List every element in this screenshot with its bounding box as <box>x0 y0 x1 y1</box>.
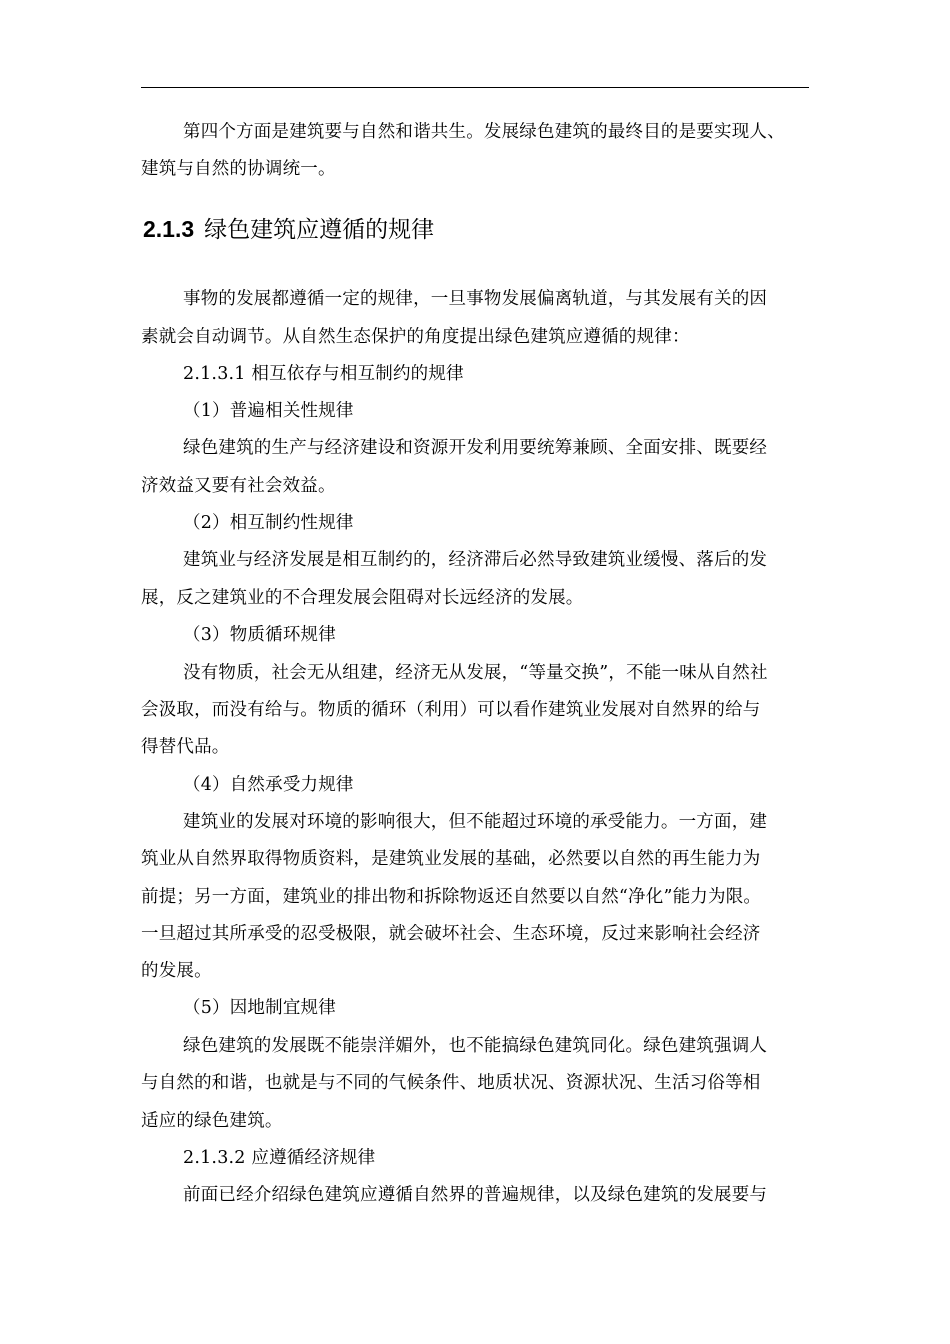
paragraph-line: 建筑与自然的协调统一。 <box>141 159 336 179</box>
paragraph-line: 素就会自动调节。从自然生态保护的角度提出绿色建筑应遵循的规律： <box>141 327 690 347</box>
paragraph-line: 展，反之建筑业的不合理发展会阻碍对长远经济的发展。 <box>141 588 584 608</box>
paragraph-line: 与自然的和谐，也就是与不同的气候条件、地质状况、资源状况、生活习俗等相 <box>141 1073 761 1093</box>
rule-heading: （4）自然承受力规律 <box>183 775 354 795</box>
paragraph-line: 绿色建筑的发展既不能崇洋媚外，也不能搞绿色建筑同化。绿色建筑强调人 <box>183 1036 768 1056</box>
rule-heading: （2）相互制约性规律 <box>183 513 354 533</box>
rule-heading: （5）因地制宜规律 <box>183 998 336 1018</box>
rule-heading: （3）物质循环规律 <box>183 625 336 645</box>
paragraph-line: 一旦超过其所承受的忍受极限，就会破坏社会、生态环境，反过来影响社会经济 <box>141 924 761 944</box>
section-title: 绿色建筑应遵循的规律 <box>204 217 435 243</box>
section-heading <box>143 215 434 244</box>
paragraph-line: 没有物质，社会无从组建，经济无从发展，“等量交换”，不能一味从自然社 <box>183 663 768 683</box>
paragraph-line: 事物的发展都遵循一定的规律，一旦事物发展偏离轨道，与其发展有关的因 <box>183 289 768 309</box>
paragraph-line: 适应的绿色建筑。 <box>141 1111 283 1131</box>
paragraph-line: 建筑业与经济发展是相互制约的，经济滞后必然导致建筑业缓慢、落后的发 <box>183 550 768 570</box>
paragraph-line: 的发展。 <box>141 961 212 981</box>
subsection-heading: 2.1.3.1 相互依存与相互制约的规律 <box>183 364 464 384</box>
section-number: 2.1.3 <box>143 216 195 242</box>
paragraph-line: 前提；另一方面，建筑业的排出物和拆除物返还自然要以自然“净化”能力为限。 <box>141 887 762 907</box>
paragraph-line: 绿色建筑的生产与经济建设和资源开发利用要统筹兼顾、全面安排、既要经 <box>183 438 768 458</box>
paragraph-line: 筑业从自然界取得物质资料，是建筑业发展的基础，必然要以自然的再生能力为 <box>141 849 761 869</box>
header-rule <box>141 87 809 88</box>
subsection-heading: 2.1.3.2 应遵循经济规律 <box>183 1148 376 1168</box>
rule-heading: （1）普遍相关性规律 <box>183 401 354 421</box>
paragraph-line: 前面已经介绍绿色建筑应遵循自然界的普遍规律，以及绿色建筑的发展要与 <box>183 1185 768 1205</box>
paragraph-line: 济效益又要有社会效益。 <box>141 476 336 496</box>
paragraph-line: 会汲取，而没有给与。物质的循环（利用）可以看作建筑业发展对自然界的给与 <box>141 700 761 720</box>
paragraph-line: 得替代品。 <box>141 737 230 757</box>
paragraph-line: 建筑业的发展对环境的影响很大，但不能超过环境的承受能力。一方面，建 <box>183 812 768 832</box>
paragraph-line: 第四个方面是建筑要与自然和谐共生。发展绿色建筑的最终目的是要实现人、 <box>183 122 785 142</box>
